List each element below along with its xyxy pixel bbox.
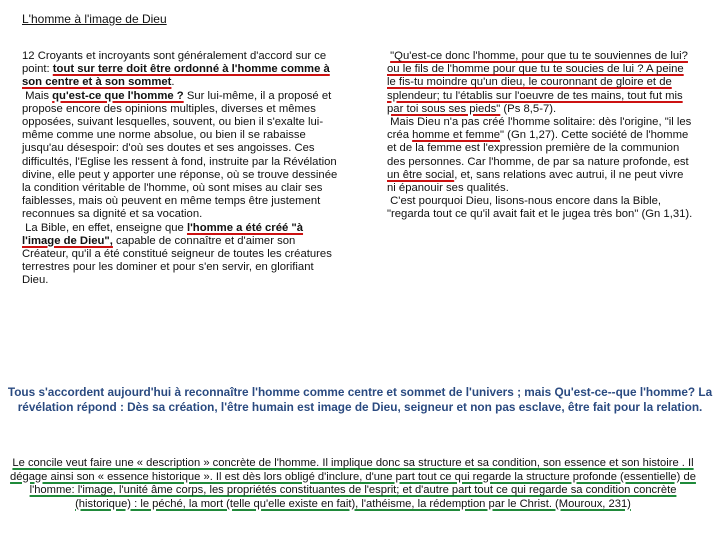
highlight-underline: un être social (387, 168, 455, 181)
paragraph-question: Mais qu'est-ce que l'homme ? Sur lui-même, il a proposé et propose encore des opinions multiples, diverses et mêmes opposées, suivant lesquelles, souvent, ou bien il s'exalte lui-même comme une norme absolue, ou bien il se rabaisse jusqu'au désespoir: d'où ses doutes et ses angoisses. Ces difficultés, l'Eglise les ressent à fond, instruite par la Révélation divine, elle peut y apporter une réponse, où se trouve dessinée la condition véritable de l'homme, où sont mises au clair ses faiblesses, mais où peuvent en même temps être justement reconnues sa dignité et sa vocation. (22, 89, 338, 221)
paragraph-psalm: "Qu'est-ce donc l'homme, pour que tu te souviennes de lui? ou le fils de l'homme pour que tu te soucies de lui ? A peine le fis-tu moindre qu'un dieu, le couronnant de gloire et de splendeur; tu l'établis sur l'oeuvre de tes mains, tout fut mis par toi sous ses pieds" (Ps 8,5-7). (387, 50, 688, 115)
highlight-underline: "Qu'est-ce donc l'homme, pour que tu te souviennes de lui? ou le fils de l'homme pour que tu te soucies de lui ? A peine le fis-tu moindre qu'un dieu, le couronnant de gloire et de splendeur; tu l'établis sur l'oeuvre de tes mains, tout fut mis par toi sous ses pieds" (387, 50, 688, 115)
paragraph-bible: La Bible, en effet, enseigne que l'homme a été créé "à l'image de Dieu", capable de connaître et d'aimer son Créateur, qu'il a été constitué seigneur de toutes les créatures terrestres pour les dominer et pour s'en servir, en glorifiant Dieu. (22, 221, 332, 287)
paragraph-communion: Mais Dieu n'a pas créé l'homme solitaire: dès l'origine, "il les créa homme et femme" (Gn 1,27). Cette société de l'homme et de la femme est l'expression première de la communion des personnes. Car l'homme, de par sa nature profonde, est un être social, et, sans relations avec autrui, il ne peut vivre ni épanouir ses qualités. (387, 116, 692, 195)
paragraph-12: 12 Croyants et incroyants sont généralement d'accord sur ce point: tout sur terre doit être ordonné à l'homme comme à son centre et à son sommet. (22, 50, 330, 89)
council-quote (8, 457, 698, 511)
right-column (387, 50, 695, 222)
highlight-underline: homme et femme (412, 129, 501, 142)
left-column (22, 50, 340, 288)
green-underline-text: Le concile veut faire une « description » concrète de l'homme. Il implique donc sa structure et sa condition, son essence et son histoire . Il dégage ainsi son « essence historique ». Il est dès lors obligé d'inclure, d'une part tout ce qui regarde la structure profonde (essentielle) de l'homme: l'image, l'unité âme corps, les propriétés constituantes de l'esprit; et d'autre part tout ce qui regarde sa condition concrète (historique) : le péché, la mort (telle qu'elle existe en fait), l'athéisme, la rédemption par le Christ. (Mouroux, 231) (10, 457, 696, 510)
paragraph-number: 12 (22, 50, 35, 62)
summary-text: Tous s'accordent aujourd'hui à reconnaître l'homme comme centre et sommet de l'univers ; mais Qu'est-ce--que l'homme? La révélation répond : Dès sa création, l'être humain est image de Dieu, seigneur et non pas esclave, être fait pour la relation. (7, 385, 713, 414)
highlight-underline: l'homme a été créé "à l'image de Dieu", (22, 221, 304, 247)
highlight-underline: qu'est-ce que l'homme ? (52, 89, 184, 102)
paragraph-genesis: C'est pourquoi Dieu, lisons-nous encore dans la Bible, "regarda tout ce qu'il avait fait et le jugea très bon" (Gn 1,31). (387, 195, 693, 221)
highlight-underline: tout sur terre doit être ordonné à l'homme comme à son centre et à son sommet (22, 63, 330, 89)
page-title: L'homme à l'image de Dieu (22, 12, 167, 26)
